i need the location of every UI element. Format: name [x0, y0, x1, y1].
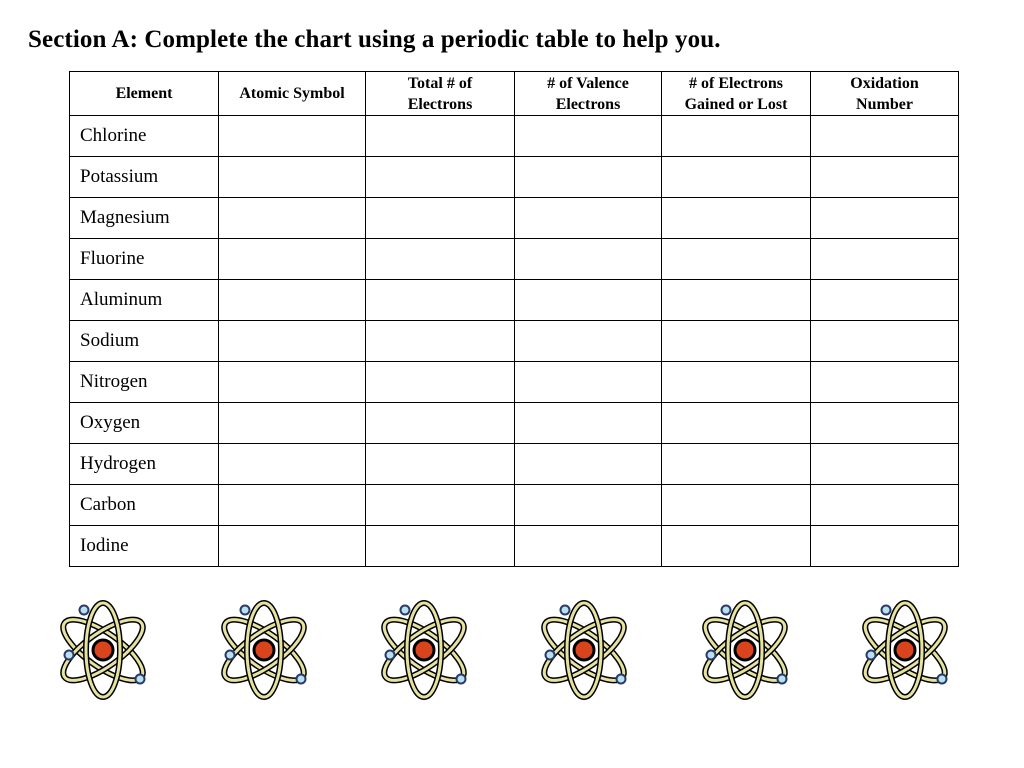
- valence-electrons-cell[interactable]: [515, 157, 662, 198]
- electrons-gained-lost-cell[interactable]: [662, 198, 811, 239]
- element-name-cell: Fluorine: [70, 239, 219, 280]
- header-oxidation-number-line1: Oxidation: [850, 74, 919, 92]
- valence-electrons-cell[interactable]: [515, 362, 662, 403]
- electrons-gained-lost-cell[interactable]: [662, 485, 811, 526]
- element-chart: [69, 71, 959, 567]
- header-element: [70, 72, 219, 116]
- header-valence-electrons-line1: # of Valence: [547, 74, 629, 92]
- oxidation-number-cell[interactable]: [811, 280, 959, 321]
- valence-electrons-cell[interactable]: [515, 198, 662, 239]
- total-electrons-cell[interactable]: [366, 198, 515, 239]
- table-row: [70, 239, 959, 280]
- header-electrons-gained-lost-line1: # of Electrons: [689, 74, 783, 92]
- oxidation-number-cell[interactable]: [811, 485, 959, 526]
- element-name-cell: Oxygen: [70, 403, 219, 444]
- table-row: [70, 157, 959, 198]
- atomic-symbol-cell[interactable]: [219, 157, 366, 198]
- table-row: [70, 485, 959, 526]
- header-oxidation-number-line2: Number: [856, 95, 913, 113]
- atomic-symbol-cell[interactable]: [219, 116, 366, 157]
- electrons-gained-lost-cell[interactable]: [662, 280, 811, 321]
- valence-electrons-cell[interactable]: [515, 485, 662, 526]
- electrons-gained-lost-cell[interactable]: [662, 239, 811, 280]
- element-name-cell: Carbon: [70, 485, 219, 526]
- total-electrons-cell[interactable]: [366, 280, 515, 321]
- oxidation-number-cell[interactable]: [811, 116, 959, 157]
- atomic-symbol-cell[interactable]: [219, 403, 366, 444]
- atom-icon: [55, 600, 159, 700]
- oxidation-number-cell[interactable]: [811, 198, 959, 239]
- oxidation-number-cell[interactable]: [811, 157, 959, 198]
- element-name-cell: Hydrogen: [70, 444, 219, 485]
- header-element-label: Element: [115, 85, 173, 102]
- atomic-symbol-cell[interactable]: [219, 321, 366, 362]
- oxidation-number-cell[interactable]: [811, 362, 959, 403]
- table-row: [70, 116, 959, 157]
- table-row: [70, 362, 959, 403]
- oxidation-number-cell[interactable]: [811, 444, 959, 485]
- header-atomic-symbol-label: Atomic Symbol: [239, 85, 345, 102]
- table-row: [70, 444, 959, 485]
- element-name-cell: Nitrogen: [70, 362, 219, 403]
- header-total-electrons-line1: Total # of: [407, 74, 473, 92]
- atomic-symbol-cell[interactable]: [219, 239, 366, 280]
- element-name-cell: Chlorine: [70, 116, 219, 157]
- oxidation-number-cell[interactable]: [811, 239, 959, 280]
- valence-electrons-cell[interactable]: [515, 403, 662, 444]
- atomic-symbol-cell[interactable]: [219, 485, 366, 526]
- valence-electrons-cell[interactable]: [515, 321, 662, 362]
- valence-electrons-cell[interactable]: [515, 239, 662, 280]
- atomic-symbol-cell[interactable]: [219, 198, 366, 239]
- atomic-symbol-cell[interactable]: [219, 444, 366, 485]
- oxidation-number-cell[interactable]: [811, 403, 959, 444]
- atom-icon: [697, 600, 801, 700]
- atom-icon: [536, 600, 640, 700]
- total-electrons-cell[interactable]: [366, 485, 515, 526]
- valence-electrons-cell[interactable]: [515, 116, 662, 157]
- electrons-gained-lost-cell[interactable]: [662, 403, 811, 444]
- oxidation-number-cell[interactable]: [811, 526, 959, 567]
- total-electrons-cell[interactable]: [366, 444, 515, 485]
- total-electrons-cell[interactable]: [366, 403, 515, 444]
- electrons-gained-lost-cell[interactable]: [662, 116, 811, 157]
- header-valence-electrons-line2: Electrons: [555, 95, 621, 113]
- total-electrons-cell[interactable]: [366, 239, 515, 280]
- atom-icon: [376, 600, 480, 700]
- table-row: [70, 198, 959, 239]
- electrons-gained-lost-cell[interactable]: [662, 444, 811, 485]
- element-name-cell: Aluminum: [70, 280, 219, 321]
- electrons-gained-lost-cell[interactable]: [662, 362, 811, 403]
- atomic-symbol-cell[interactable]: [219, 526, 366, 567]
- atom-icon: [857, 600, 961, 700]
- header-valence-electrons: [515, 72, 662, 116]
- table-row: [70, 403, 959, 444]
- valence-electrons-cell[interactable]: [515, 280, 662, 321]
- header-row: [70, 72, 959, 116]
- total-electrons-cell[interactable]: [366, 116, 515, 157]
- header-total-electrons: [366, 72, 515, 116]
- header-electrons-gained-lost-line2: Gained or Lost: [684, 95, 788, 113]
- element-name-cell: Iodine: [70, 526, 219, 567]
- element-name-cell: Potassium: [70, 157, 219, 198]
- element-name-cell: Sodium: [70, 321, 219, 362]
- total-electrons-cell[interactable]: [366, 526, 515, 567]
- valence-electrons-cell[interactable]: [515, 444, 662, 485]
- electrons-gained-lost-cell[interactable]: [662, 157, 811, 198]
- total-electrons-cell[interactable]: [366, 321, 515, 362]
- atom-decoration-row: [0, 600, 1024, 700]
- header-total-electrons-line2: Electrons: [407, 95, 473, 113]
- oxidation-number-cell[interactable]: [811, 321, 959, 362]
- atom-icon: [216, 600, 320, 700]
- electrons-gained-lost-cell[interactable]: [662, 526, 811, 567]
- valence-electrons-cell[interactable]: [515, 526, 662, 567]
- element-name-cell: Magnesium: [70, 198, 219, 239]
- table-row: [70, 321, 959, 362]
- header-atomic-symbol: [219, 72, 366, 116]
- electrons-gained-lost-cell[interactable]: [662, 321, 811, 362]
- total-electrons-cell[interactable]: [366, 157, 515, 198]
- header-oxidation-number: [811, 72, 959, 116]
- table-row: [70, 526, 959, 567]
- header-electrons-gained-lost: [662, 72, 811, 116]
- atomic-symbol-cell[interactable]: [219, 280, 366, 321]
- atomic-symbol-cell[interactable]: [219, 362, 366, 403]
- table-row: [70, 280, 959, 321]
- table-body: [70, 116, 959, 567]
- page-title: Section A: Complete the chart using a periodic table to help you.: [28, 26, 721, 53]
- total-electrons-cell[interactable]: [366, 362, 515, 403]
